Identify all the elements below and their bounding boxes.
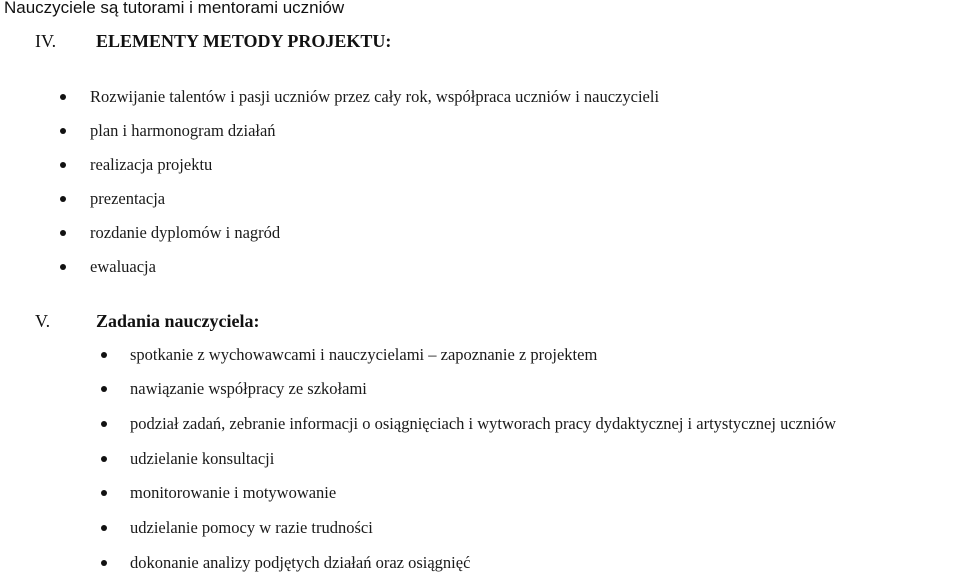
bullet-icon <box>60 162 66 168</box>
bullet-icon <box>60 264 66 270</box>
bullet-icon <box>101 456 107 462</box>
list-item: dokonanie analizy podjętych działań oraz osiągnięć <box>130 553 471 572</box>
list-item: ewaluacja <box>90 257 156 276</box>
section-v-number: V. <box>35 311 51 331</box>
bullet-icon <box>60 128 66 134</box>
bullet-icon <box>60 230 66 236</box>
bullet-icon <box>101 386 107 392</box>
bullet-icon <box>101 525 107 531</box>
list-item: monitorowanie i motywowanie <box>130 483 337 502</box>
list-item: realizacja projektu <box>90 155 213 174</box>
list-item: Rozwijanie talentów i pasji uczniów przez cały rok, współpraca uczniów i nauczycieli <box>90 87 660 106</box>
bullet-icon <box>60 94 66 100</box>
list-item: nawiązanie współpracy ze szkołami <box>130 379 367 398</box>
bullet-icon <box>60 196 66 202</box>
bullet-icon <box>101 352 107 358</box>
section-iv-number: IV. <box>35 31 57 51</box>
intro-line: Nauczyciele są tutorami i mentorami uczniów <box>4 0 345 17</box>
list-item: spotkanie z wychowawcami i nauczycielami – zapoznanie z projektem <box>130 345 598 364</box>
list-item: udzielanie pomocy w razie trudności <box>130 518 373 537</box>
list-item: prezentacja <box>90 189 166 208</box>
bullet-icon <box>101 490 107 496</box>
bullet-icon <box>101 560 107 566</box>
section-v-title: Zadania nauczyciela: <box>96 311 260 331</box>
list-item: podział zadań, zebranie informacji o osiągnięciach i wytworach pracy dydaktycznej i artystycznej uczniów <box>130 414 836 433</box>
section-iv-title: ELEMENTY METODY PROJEKTU: <box>96 31 392 51</box>
list-item: udzielanie konsultacji <box>130 449 275 468</box>
list-item: plan i harmonogram działań <box>90 121 276 140</box>
bullet-icon <box>101 421 107 427</box>
list-item: rozdanie dyplomów i nagród <box>90 223 281 242</box>
